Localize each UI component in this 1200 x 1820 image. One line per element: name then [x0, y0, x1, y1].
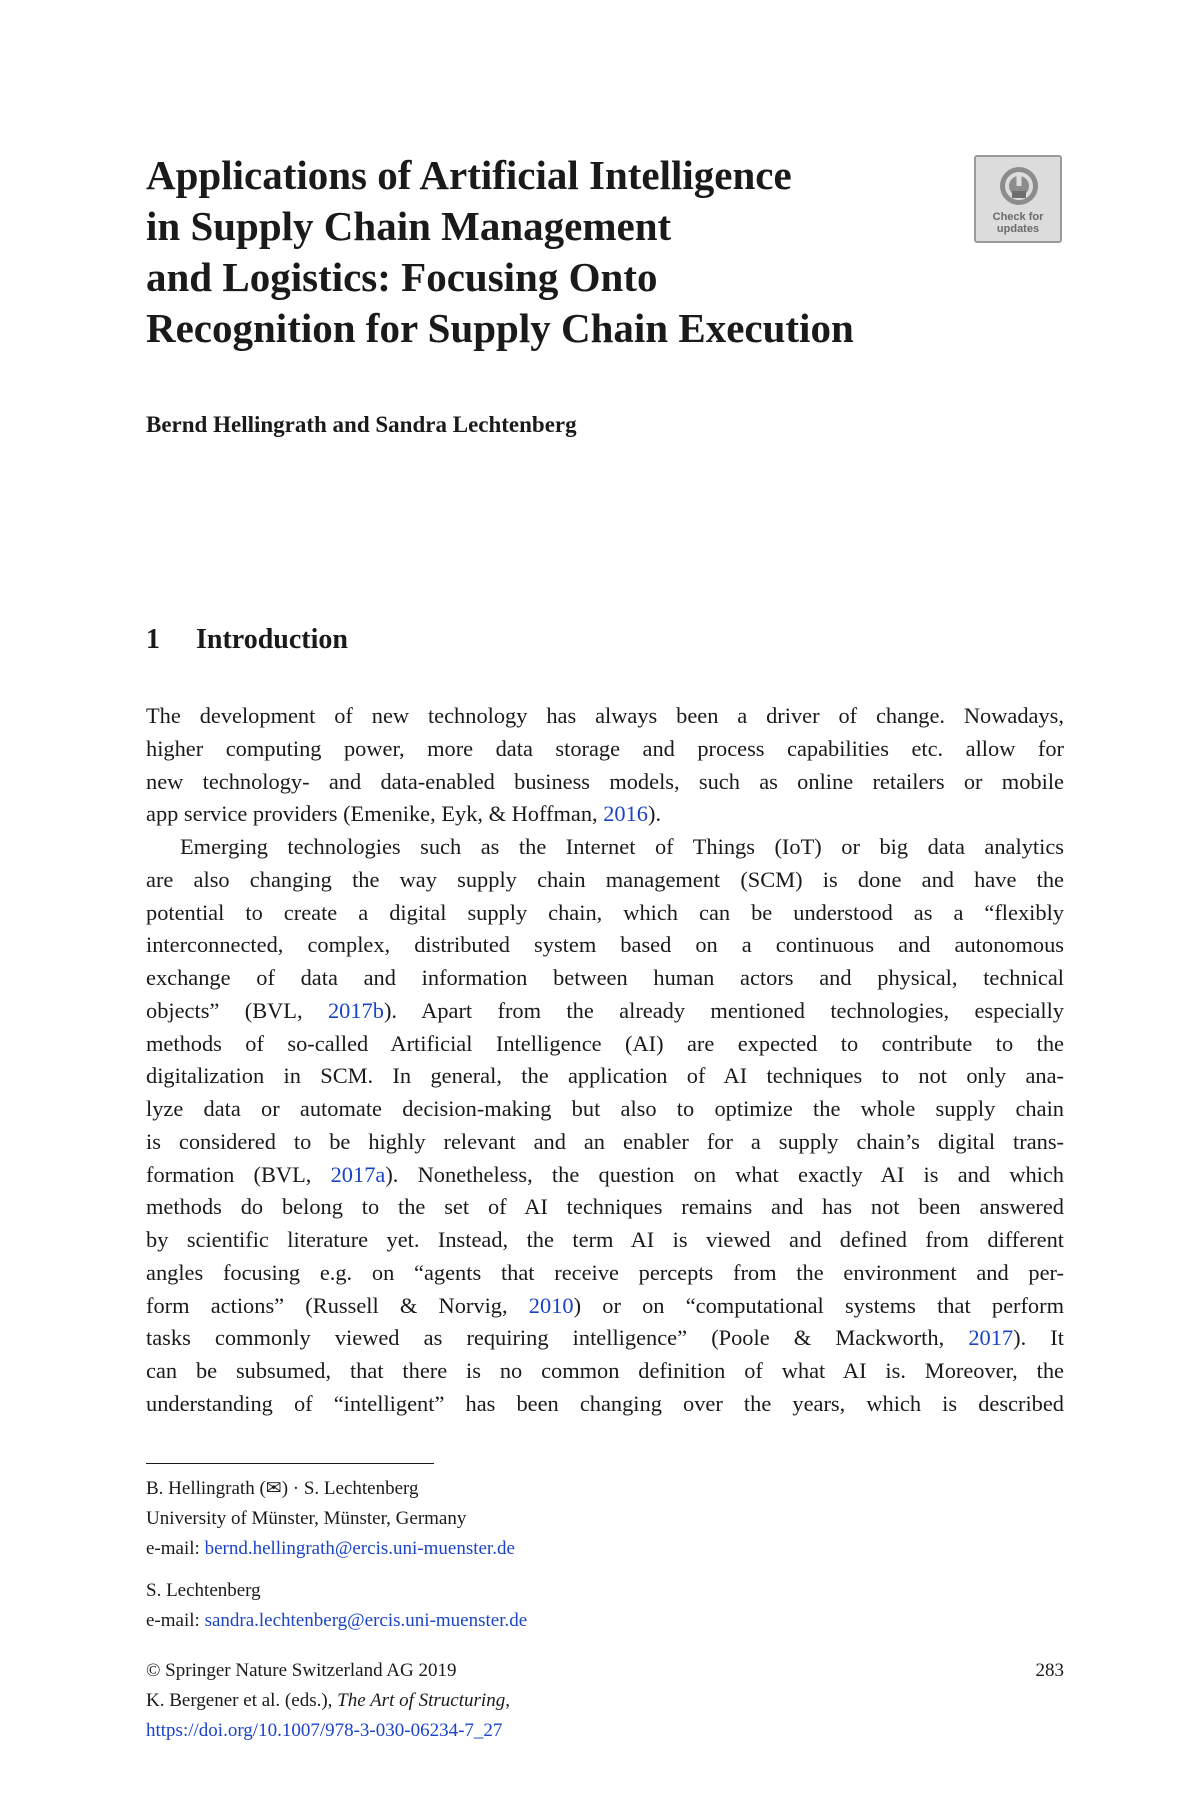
- text-line: [146, 995, 1064, 1028]
- text-line: [146, 1290, 1064, 1323]
- citation-link[interactable]: 2017: [968, 1325, 1014, 1351]
- text-line: angles focusing e.g. on “agents that receive percepts from the environment and per-: [146, 1259, 1064, 1285]
- email-link[interactable]: bernd.hellingrath@ercis.uni-muenster.de: [204, 1538, 515, 1559]
- affiliation-authors: B. Hellingrath (✉) · S. Lechtenberg: [146, 1478, 419, 1499]
- text-fragment: ).: [648, 801, 662, 827]
- section-heading: [146, 622, 348, 658]
- citation-link[interactable]: 2010: [528, 1292, 574, 1318]
- text-fragment: ). It: [1013, 1325, 1064, 1351]
- text-line: digitalization in SCM. In general, the application of AI techniques to not only ana-: [146, 1063, 1064, 1089]
- editors: K. Bergener et al. (eds.),: [146, 1690, 338, 1711]
- text-fragment: form actions” (Russell & Norvig,: [146, 1292, 529, 1318]
- doi-link[interactable]: https://doi.org/10.1007/978-3-030-06234-7_27: [146, 1720, 503, 1741]
- text-line: new technology- and data-enabled business models, such as online retailers or mobile: [146, 768, 1064, 794]
- chapter-title: [146, 150, 936, 354]
- title-line: and Logistics: Focusing Onto: [146, 254, 658, 300]
- text-line: higher computing power, more data storage and process capabilities etc. allow for: [146, 735, 1064, 761]
- text-line: potential to create a digital supply chain, which can be understood as a “flexibly: [146, 899, 1064, 925]
- text-line: [146, 798, 1064, 831]
- punctuation: ,: [505, 1690, 510, 1711]
- text-line: by scientific literature yet. Instead, the term AI is viewed and defined from different: [146, 1227, 1064, 1252]
- text-fragment: tasks commonly viewed as requiring intelligence” (Poole & Mackworth,: [146, 1325, 969, 1351]
- copyright-line: © Springer Nature Switzerland AG 2019: [146, 1660, 457, 1681]
- text-line: understanding of “intelligent” has been changing over the years, which is described: [146, 1390, 1064, 1416]
- check-for-updates-badge[interactable]: [974, 155, 1062, 243]
- email-label: e-mail:: [146, 1538, 200, 1559]
- text-line: can be subsumed, that there is no common definition of what AI is. Moreover, the: [146, 1358, 1064, 1383]
- citation-link[interactable]: 2017b: [327, 997, 384, 1023]
- check-for-updates-icon: [998, 165, 1040, 207]
- text-fragment: app service providers (Emenike, Eyk, & Hoffman,: [146, 801, 604, 827]
- text-fragment: objects” (BVL,: [146, 997, 328, 1023]
- text-line: methods of so-called Artificial Intelligence (AI) are expected to contribute to the: [146, 1030, 1064, 1056]
- text-line: are also changing the way supply chain management (SCM) is done and have the: [146, 866, 1064, 892]
- email-label: e-mail:: [146, 1610, 200, 1631]
- section-title: Introduction: [196, 624, 348, 655]
- affiliation-institution: University of Münster, Münster, Germany: [146, 1508, 467, 1529]
- text-line: lyze data or automate decision-making but also to optimize the whole supply chain: [146, 1096, 1064, 1121]
- title-line: Applications of Artificial Intelligence: [146, 152, 792, 198]
- text-line: Emerging technologies such as the Internet of Things (IoT) or big data analytics: [180, 834, 1064, 859]
- doi-line: [146, 1716, 502, 1746]
- book-title: The Art of Structuring: [337, 1690, 506, 1711]
- section-number: 1: [146, 624, 160, 655]
- email-link[interactable]: sandra.lechtenberg@ercis.uni-muenster.de: [204, 1610, 528, 1631]
- body-text: [146, 700, 1064, 1421]
- text-fragment: ) or on “computational systems that perform: [573, 1292, 1064, 1318]
- email-line: [146, 1606, 527, 1636]
- title-line: in Supply Chain Management: [146, 203, 672, 249]
- citation-link[interactable]: 2017a: [330, 1161, 386, 1187]
- page-number: 283: [1035, 1660, 1064, 1681]
- second-author-name: S. Lechtenberg: [146, 1580, 261, 1601]
- text-fragment: ). Apart from the already mentioned technologies, especially: [383, 997, 1064, 1023]
- text-line: methods do belong to the set of AI techniques remains and has not been answered: [146, 1194, 1064, 1220]
- text-line: [146, 1159, 1064, 1192]
- footnote-rule: [146, 1463, 434, 1464]
- citation-link[interactable]: 2016: [603, 801, 648, 827]
- title-line: Recognition for Supply Chain Execution: [146, 305, 854, 351]
- text-line: [146, 1322, 1064, 1355]
- text-line: interconnected, complex, distributed system based on a continuous and autonomous: [146, 932, 1064, 958]
- authors: Bernd Hellingrath and Sandra Lechtenberg: [146, 412, 577, 437]
- badge-label: Check for updates: [992, 211, 1044, 235]
- text-fragment: formation (BVL,: [146, 1161, 331, 1187]
- text-line: exchange of data and information between human actors and physical, technical: [146, 965, 1064, 990]
- text-fragment: ). Nonetheless, the question on what exactly AI is and which: [385, 1161, 1064, 1187]
- book-reference: [146, 1686, 510, 1716]
- text-line: is considered to be highly relevant and an enabler for a supply chain’s digital trans-: [146, 1128, 1064, 1154]
- email-line: [146, 1534, 515, 1564]
- text-line: The development of new technology has always been a driver of change. Nowadays,: [146, 703, 1064, 728]
